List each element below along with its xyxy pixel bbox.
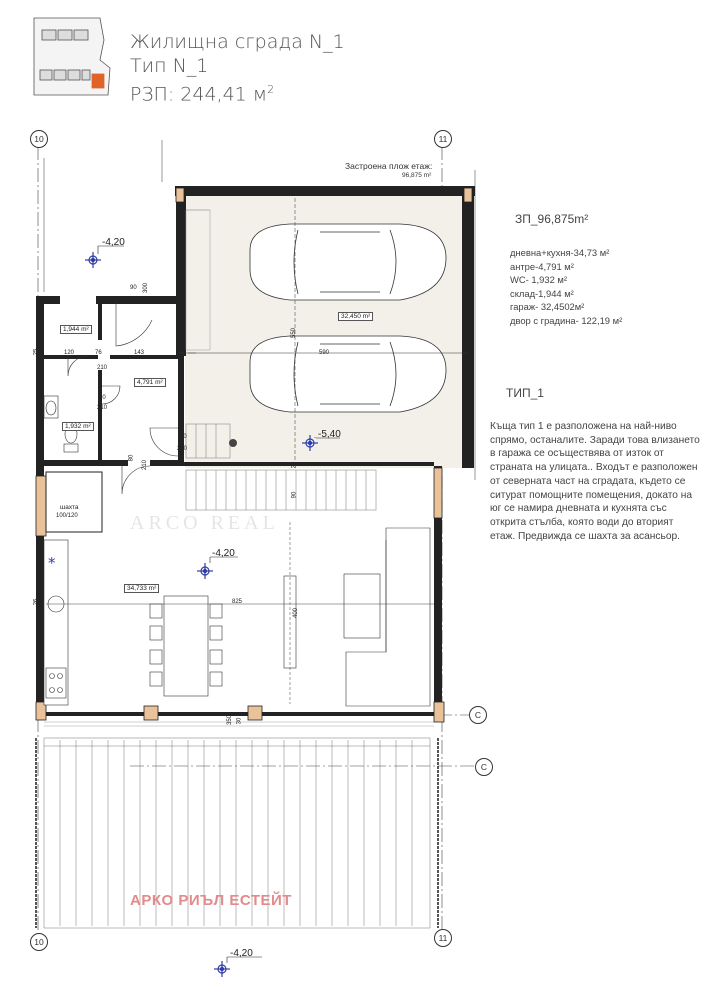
built-area-label: Застроена плож етаж: [345, 161, 433, 171]
dim-label: 350 [227, 714, 234, 726]
dim-label: 210 [177, 446, 188, 452]
level-yard-nw: -4,20 [102, 237, 125, 248]
gross-area [130, 78, 345, 106]
room-area-wc: 1,932 m² [62, 422, 94, 431]
area-item: антре-4,791 м² [510, 260, 574, 272]
type-description: Къща тип 1 е разположена на най-ниво спрямо, останалите. Заради това влизането в гаража се осъществява от изток от страната на улицата.. Входът е разположен от северната част на сградата, където се ситурат помощните помещения, докато на юг се намира дневната и кухнята със открита стълба, която води до вторият етаж. Предвижда се шахта за асансьор. [490, 421, 700, 542]
building-title: Жилищна сграда N_1 [130, 31, 345, 53]
area-item: WC- 1,932 м² [510, 274, 567, 285]
car-1 [250, 224, 446, 300]
gross-area-value: РЗП: 244,41 м [130, 83, 268, 106]
key-plan-highlight [92, 74, 104, 88]
dim-label: 80 [128, 454, 135, 462]
dim-label: 30 [236, 717, 243, 725]
area-list [510, 246, 622, 327]
room-area-hall: 4,791 m² [134, 378, 166, 387]
area-item: двор с градина- 122,19 м² [510, 314, 623, 326]
grid-axis-10-top: 10 [30, 130, 48, 148]
dim-label: 210 [142, 459, 149, 471]
built-area-value: 96,875 m² [402, 172, 432, 179]
dining-set [150, 596, 222, 696]
living-furniture [284, 528, 430, 706]
dim-label: 35 [468, 348, 475, 356]
dim-label: 25 [291, 461, 298, 469]
dim-label: 300 [462, 336, 473, 342]
building-type: Тип N_1 [130, 55, 209, 77]
elevator-shaft [46, 472, 102, 532]
room-area-garage: 32,450 m² [338, 312, 373, 321]
dim-label: 70 [180, 434, 187, 440]
dim-label: 70 [99, 395, 106, 401]
ghost-watermark: ARCO REAL [130, 512, 279, 534]
dim-label: 300 [143, 282, 150, 294]
level-living: -4,20 [212, 548, 235, 559]
dim-label: 550 [462, 326, 473, 332]
grid-axis-11-bottom: 11 [434, 929, 452, 947]
dim-label: 76 [95, 350, 102, 356]
gross-area-unit-sup: 2 [267, 83, 275, 96]
dim-label: 26 [33, 598, 40, 606]
dim-label: 210 [97, 405, 108, 411]
dim-label: 25 [176, 348, 183, 356]
dim-label: 550 [291, 327, 298, 339]
dim-label: 90 [291, 491, 298, 499]
shaft-label: шахта [60, 504, 79, 511]
kitchen-hood-icon: * [48, 554, 56, 572]
area-item: склад-1,944 м² [510, 287, 574, 299]
dim-label: 120 [64, 350, 75, 356]
area-item: дневна+кухня-34,73 м² [510, 247, 610, 258]
grid-axis-11-top: 11 [434, 130, 452, 148]
level-garage: -5,40 [318, 429, 341, 440]
room-area-living: 34,733 m² [124, 584, 159, 593]
room-area-storage: 1,944 m² [60, 325, 92, 334]
level-south: -4,20 [230, 948, 253, 959]
car-2 [250, 336, 446, 412]
dim-label: 143 [134, 350, 145, 356]
agency-watermark: АРКО РИЪЛ ЕСТЕЙТ [130, 892, 292, 909]
dim-label: 90 [130, 285, 137, 291]
stair-post [229, 439, 237, 447]
dim-label: 35 [291, 189, 298, 197]
grid-axis-c-2: C [475, 758, 493, 776]
shaft-dim: 100/120 [56, 513, 78, 519]
dim-label: 400 [293, 607, 300, 619]
area-summary-title: ЗП_96,875m² [515, 212, 589, 226]
dim-label: 210 [97, 365, 108, 371]
area-item: гараж- 32,4502м² [510, 301, 585, 312]
dim-label: 25 [33, 348, 40, 356]
type-title: ТИП_1 [506, 386, 544, 400]
grid-axis-10-bottom: 10 [30, 933, 48, 951]
title-block [130, 30, 345, 106]
key-plan [34, 18, 110, 95]
dim-label: 825 [232, 599, 243, 605]
grid-axis-c-1: C [469, 706, 487, 724]
dim-label: 590 [319, 350, 330, 356]
